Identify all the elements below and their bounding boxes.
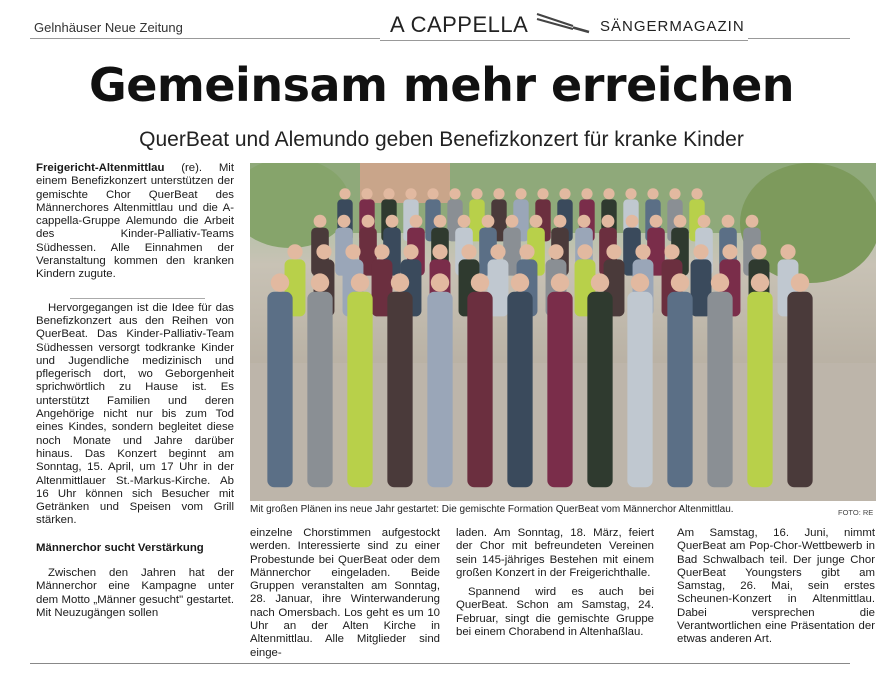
choir-member-head: [669, 188, 680, 199]
choir-member-head: [314, 215, 327, 228]
choir-member-head: [386, 215, 399, 228]
choir-member-head: [493, 188, 504, 199]
choir-member-head: [603, 188, 614, 199]
choir-member-head: [602, 215, 615, 228]
choir-member-head: [391, 273, 409, 291]
choir-member-body: [587, 292, 612, 488]
choir-member-head: [345, 244, 360, 259]
section-subtitle: SÄNGERMAGAZIN: [600, 18, 745, 35]
choir-member-head: [405, 188, 416, 199]
choir-member-head: [578, 215, 591, 228]
choir-member-head: [751, 273, 769, 291]
choir-member-head: [591, 273, 609, 291]
choir-member-body: [507, 292, 532, 488]
choir-member-head: [458, 215, 471, 228]
choir-member-body: [627, 292, 652, 488]
choir-member-head: [746, 215, 759, 228]
tuning-fork-icon: [533, 10, 593, 36]
choir-member-head: [537, 188, 548, 199]
dateline-place: Freigericht-Altenmittlau: [36, 162, 165, 174]
choir-member-head: [650, 215, 663, 228]
choir-member-head: [449, 188, 460, 199]
section-heading: Männerchor sucht Verstärkung: [36, 541, 204, 554]
choir-member-head: [383, 188, 394, 199]
choir-member-head: [471, 273, 489, 291]
choir-member-body: [747, 292, 772, 488]
choir-member-head: [311, 273, 329, 291]
choir-member-head: [339, 188, 350, 199]
choir-member-head: [515, 188, 526, 199]
choir-member-body: [347, 292, 372, 488]
choir-member-head: [559, 188, 570, 199]
column-divider: [70, 298, 205, 299]
choir-member-head: [635, 244, 650, 259]
choir-member-head: [403, 244, 418, 259]
dateline-author: (re).: [181, 162, 203, 174]
choir-member-head: [287, 244, 302, 259]
choir-member-head: [626, 215, 639, 228]
choir-member-head: [548, 244, 563, 259]
choir-member-head: [351, 273, 369, 291]
choir-member-head: [530, 215, 543, 228]
choir-member-body: [427, 292, 452, 488]
choir-member-head: [471, 188, 482, 199]
choir-member-body: [667, 292, 692, 488]
article-column-4: [677, 527, 875, 653]
choir-member-head: [693, 244, 708, 259]
choir-member-head: [722, 244, 737, 259]
choir-member-head: [511, 273, 529, 291]
lead-paragraph: [36, 162, 234, 282]
article-column-2: [250, 527, 440, 666]
choir-member-head: [671, 273, 689, 291]
choir-member-body: [547, 292, 572, 488]
choir-member-head: [647, 188, 658, 199]
group-photo-illustration: [250, 163, 876, 501]
choir-member-head: [691, 188, 702, 199]
choir-member-head: [606, 244, 621, 259]
choir-member-head: [791, 273, 809, 291]
choir-member-head: [431, 273, 449, 291]
choir-member-head: [374, 244, 389, 259]
lead-text: Mit einem Benefizkonzert unterstützen der gemischte Chor QuerBeat des Männerchores Altenmittlau und die A-cappella-Gruppe Alemundo die Arbeit des Kinder-Palliativ-Teams Südhessen. Alle Einnahmen der Veranstaltung kommen den kranken Kindern zugute.: [36, 162, 234, 281]
choir-member-body: [267, 292, 292, 488]
article-subheadline: QuerBeat und Alemundo geben Benefizkonzert für kranke Kinder: [139, 128, 744, 151]
column-3-paragraph-1: laden. Am Sonntag, 18. März, feiert der Chor mit befreundeten Vereinen sein 145-jähriges Bestehen mit einem großen Konzert in der Freigerichthalle.: [456, 527, 654, 579]
choir-member-head: [581, 188, 592, 199]
choir-member-head: [551, 273, 569, 291]
choir-member-head: [722, 215, 735, 228]
choir-member-head: [625, 188, 636, 199]
article-column-3: [456, 527, 654, 645]
newspaper-name: Gelnhäuser Neue Zeitung: [34, 20, 183, 35]
section-title: A CAPPELLA: [390, 12, 529, 37]
choir-member-head: [631, 273, 649, 291]
choir-member-head: [506, 215, 519, 228]
choir-member-body: [387, 292, 412, 488]
photo-credit: FOTO: RE: [838, 508, 874, 517]
choir-member-head: [362, 215, 375, 228]
choir-member-head: [461, 244, 476, 259]
choir-member-head: [674, 215, 687, 228]
article-column-left: [36, 162, 234, 626]
photo-caption: Mit großen Plänen ins neue Jahr gestartet: Die gemischte Formation QuerBeat vom Männerchor Altenmittlau.: [250, 504, 734, 515]
group-photo: [250, 163, 876, 501]
choir-member-body: [307, 292, 332, 488]
choir-member-head: [780, 244, 795, 259]
choir-member-head: [482, 215, 495, 228]
column-3-paragraph-2: Spannend wird es auch bei QuerBeat. Schon am Samstag, 24. Februar, singt die gemischte Gruppe bei einem Chorabend in Altenhaßlau.: [456, 586, 654, 639]
choir-member-head: [361, 188, 372, 199]
choir-member-body: [707, 292, 732, 488]
choir-member-head: [432, 244, 447, 259]
choir-member-head: [577, 244, 592, 259]
column-2-text: einzelne Chorstimmen aufgestockt werden. Interessierte sind zu einer Probestunde bei QuerBeat oder dem Männerchor eingeladen. Beide Gruppen veranstalten am Sonntag, 28. Januar, ihre Winterwanderung nach Omersbach. Los geht es um 10 Uhr an der Alten Kirche in Altenmittlau. Alle Mitglieder sind einge-: [250, 527, 440, 659]
choir-member-head: [751, 244, 766, 259]
choir-member-head: [427, 188, 438, 199]
choir-member-head: [698, 215, 711, 228]
page-bottom-divider: [30, 663, 850, 664]
choir-member-head: [410, 215, 423, 228]
choir-member-head: [271, 273, 289, 291]
article-headline: Gemeinsam mehr erreichen: [88, 58, 795, 112]
choir-member-head: [519, 244, 534, 259]
choir-member-head: [490, 244, 505, 259]
choir-member-body: [467, 292, 492, 488]
choir-member-head: [711, 273, 729, 291]
choir-member-head: [338, 215, 351, 228]
choir-member-head: [316, 244, 331, 259]
choir-member-body: [787, 292, 812, 488]
paragraph-3: Zwischen den Jahren hat der Männerchor eine Kampagne unter dem Motto „Männer gesucht" gestartet. Mit Neuzugängen sollen: [36, 567, 234, 619]
choir-member-head: [664, 244, 679, 259]
column-4-text: Am Samstag, 16. Juni, nimmt QuerBeat am Pop-Chor-Wettbewerb in Bad Schwalbach teil. Der junge Chor QuerBeat Youngsters gibt am Samstag, 26. Mai, sein erstes Scheunen-Konzert in Altenmittlau. Dabei versprechen die Verantwortlichen eine Präsentation der etwas anderen Art.: [677, 527, 875, 646]
choir-member-head: [554, 215, 567, 228]
choir-member-head: [434, 215, 447, 228]
paragraph-2: Hervorgegangen ist die Idee für das Benefizkonzert aus den Reihen von QuerBeat. Das Kinder-Palliativ-Team Südhessen versorgt todkranke Kinder und Jugendliche medizinisch und pflegerisch dort, wo Geborgenheit sprichwörtlich zu Hause ist. Es unterstützt Familien und deren Angehörige nicht nur bis zum Tod eines Kindes, sondern begleitet diese noch Monate und Jahre darüber hinaus. Das Konzert beginnt am Sonntag, 15. April, um 17 Uhr in der Altenmittlauer St.-Markus-Kirche. Ab 16 Uhr können sich Besucher mit Getränken und Speisen vom Grill stärken.: [36, 301, 234, 527]
